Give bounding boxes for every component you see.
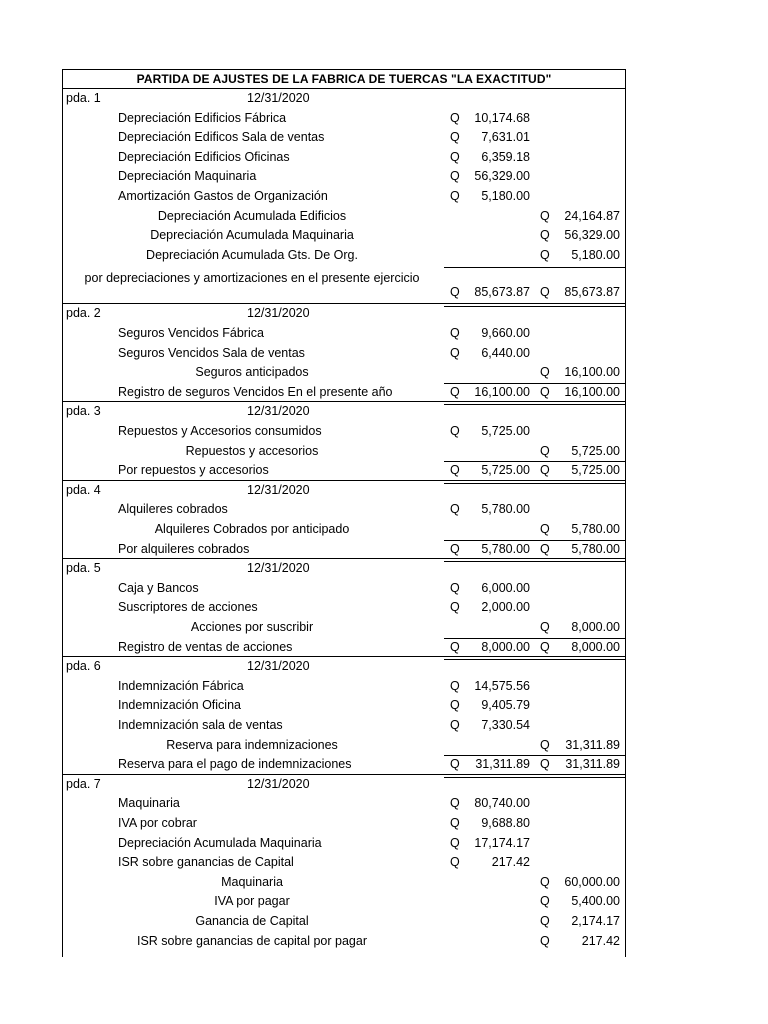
currency-symbol: Q bbox=[540, 914, 550, 928]
credit-amount: 60,000.00 bbox=[564, 874, 620, 889]
currency-symbol: Q bbox=[540, 874, 550, 889]
credit-row bbox=[62, 520, 626, 539]
currency-symbol: Q bbox=[450, 678, 460, 693]
credit-account: Depreciación Acumulada Edificios bbox=[157, 208, 347, 223]
credit-amount: 217.42 bbox=[581, 933, 620, 948]
debit-amount: 9,405.79 bbox=[481, 698, 530, 713]
entry-number: pda. 2 bbox=[66, 306, 101, 321]
credit-row bbox=[62, 873, 626, 892]
currency-symbol: Q bbox=[540, 285, 550, 300]
credit-row bbox=[62, 363, 626, 382]
currency-symbol: Q bbox=[450, 130, 460, 145]
currency-symbol: Q bbox=[450, 698, 460, 713]
debit-account: Alquileres cobrados bbox=[118, 502, 228, 517]
debit-row bbox=[62, 814, 626, 833]
subtotal-rule bbox=[444, 267, 626, 268]
credit-row bbox=[62, 442, 626, 461]
entry-explanation: Registro de seguros Vencidos En el presente año bbox=[118, 384, 393, 399]
debit-amount: 5,725.00 bbox=[481, 424, 530, 438]
currency-symbol: Q bbox=[450, 424, 460, 438]
total-credit: 31,311.89 bbox=[565, 757, 620, 772]
total-row bbox=[62, 540, 626, 559]
currency-symbol: Q bbox=[540, 620, 550, 634]
page-title: PARTIDA DE AJUSTES DE LA FABRICA DE TUERCAS "LA EXACTITUD" bbox=[62, 69, 626, 89]
total-row bbox=[62, 755, 626, 774]
entry-date: 12/31/2020 bbox=[247, 776, 310, 791]
credit-row bbox=[62, 912, 626, 931]
currency-symbol: Q bbox=[450, 502, 460, 517]
credit-amount: 8,000.00 bbox=[571, 620, 620, 634]
currency-symbol: Q bbox=[450, 718, 460, 732]
credit-amount: 2,174.17 bbox=[571, 914, 620, 928]
debit-amount: 7,631.01 bbox=[481, 130, 530, 145]
currency-symbol: Q bbox=[540, 365, 550, 380]
debit-account: Seguros Vencidos Fábrica bbox=[118, 326, 264, 340]
credit-row bbox=[62, 892, 626, 911]
currency-symbol: Q bbox=[540, 208, 550, 223]
debit-row bbox=[62, 324, 626, 343]
credit-account: Ganancia de Capital bbox=[195, 914, 309, 928]
debit-account: Indemnización sala de ventas bbox=[118, 718, 283, 732]
currency-symbol: Q bbox=[540, 737, 550, 752]
credit-account: Seguros anticipados bbox=[195, 365, 309, 380]
currency-symbol: Q bbox=[450, 580, 460, 595]
debit-row bbox=[62, 794, 626, 813]
entry-header bbox=[62, 89, 626, 108]
currency-symbol: Q bbox=[450, 541, 460, 556]
debit-account: Maquinaria bbox=[118, 796, 180, 811]
currency-symbol: Q bbox=[450, 463, 460, 478]
total-credit: 5,725.00 bbox=[571, 463, 620, 478]
debit-amount: 9,660.00 bbox=[481, 326, 530, 340]
entry-number: pda. 6 bbox=[66, 659, 101, 674]
credit-amount: 24,164.87 bbox=[564, 208, 620, 223]
total-row bbox=[62, 283, 626, 302]
entry-number: pda. 4 bbox=[66, 482, 101, 497]
debit-amount: 9,688.80 bbox=[481, 816, 530, 830]
currency-symbol: Q bbox=[450, 757, 460, 772]
credit-row bbox=[62, 736, 626, 755]
debit-amount: 6,359.18 bbox=[481, 149, 530, 164]
entry-date: 12/31/2020 bbox=[247, 561, 310, 576]
debit-account: Suscriptores de acciones bbox=[118, 600, 258, 615]
debit-account: Indemnización Fábrica bbox=[118, 678, 244, 693]
total-credit: 85,673.87 bbox=[564, 285, 620, 300]
debit-amount: 5,180.00 bbox=[481, 189, 530, 203]
debit-account: Caja y Bancos bbox=[118, 580, 199, 595]
currency-symbol: Q bbox=[450, 384, 460, 399]
entry-explanation: Registro de ventas de acciones bbox=[118, 639, 293, 654]
currency-symbol: Q bbox=[540, 933, 550, 948]
total-row bbox=[62, 383, 626, 402]
total-debit: 85,673.87 bbox=[474, 285, 530, 300]
credit-account: Reserva para indemnizaciones bbox=[166, 737, 338, 752]
total-credit: 8,000.00 bbox=[571, 639, 620, 654]
currency-symbol: Q bbox=[540, 894, 550, 909]
debit-row bbox=[62, 167, 626, 186]
total-debit: 5,725.00 bbox=[481, 463, 530, 478]
debit-row bbox=[62, 834, 626, 853]
debit-amount: 2,000.00 bbox=[481, 600, 530, 615]
currency-symbol: Q bbox=[450, 600, 460, 615]
entry-number: pda. 1 bbox=[66, 91, 101, 105]
debit-amount: 56,329.00 bbox=[474, 169, 530, 184]
debit-amount: 14,575.56 bbox=[474, 678, 530, 693]
currency-symbol: Q bbox=[540, 247, 550, 262]
entry-explanation: Por alquileres cobrados bbox=[118, 541, 250, 556]
debit-row bbox=[62, 128, 626, 147]
credit-row bbox=[62, 226, 626, 245]
debit-account: IVA por cobrar bbox=[118, 816, 197, 830]
entry-header bbox=[62, 559, 626, 578]
credit-amount: 5,725.00 bbox=[571, 443, 620, 458]
currency-symbol: Q bbox=[450, 149, 460, 164]
entry-number: pda. 7 bbox=[66, 776, 101, 791]
debit-account: ISR sobre ganancias de Capital bbox=[118, 855, 294, 870]
debit-amount: 7,330.54 bbox=[481, 718, 530, 732]
credit-account: Maquinaria bbox=[221, 874, 283, 889]
currency-symbol: Q bbox=[450, 326, 460, 340]
debit-row bbox=[62, 579, 626, 598]
currency-symbol: Q bbox=[540, 639, 550, 654]
credit-row bbox=[62, 207, 626, 226]
entry-header bbox=[62, 402, 626, 421]
debit-account: Seguros Vencidos Sala de ventas bbox=[118, 345, 305, 360]
credit-account: Depreciación Acumulada Maquinaria bbox=[150, 228, 354, 243]
debit-amount: 10,174.68 bbox=[474, 110, 530, 125]
total-debit: 16,100.00 bbox=[474, 384, 530, 399]
entry-date: 12/31/2020 bbox=[247, 482, 310, 497]
currency-symbol: Q bbox=[540, 757, 550, 772]
entry-header bbox=[62, 775, 626, 794]
currency-symbol: Q bbox=[540, 384, 550, 399]
debit-row bbox=[62, 853, 626, 872]
total-row bbox=[62, 461, 626, 480]
credit-account: Depreciación Acumulada Gts. De Org. bbox=[146, 247, 358, 262]
credit-row bbox=[62, 246, 626, 265]
debit-row bbox=[62, 148, 626, 167]
debit-account: Repuestos y Accesorios consumidos bbox=[118, 424, 322, 438]
debit-amount: 5,780.00 bbox=[481, 502, 530, 517]
entry-header bbox=[62, 304, 626, 323]
debit-account: Depreciación Edificios Oficinas bbox=[118, 149, 290, 164]
total-credit: 5,780.00 bbox=[571, 541, 620, 556]
entry-date: 12/31/2020 bbox=[247, 404, 310, 419]
entry-number: pda. 3 bbox=[66, 404, 101, 419]
currency-symbol: Q bbox=[450, 855, 460, 870]
debit-account: Indemnización Oficina bbox=[118, 698, 241, 713]
credit-account: Acciones por suscribir bbox=[190, 620, 314, 634]
total-debit: 8,000.00 bbox=[481, 639, 530, 654]
total-row bbox=[62, 638, 626, 657]
credit-amount: 16,100.00 bbox=[564, 365, 620, 380]
debit-account: Depreciación Edificos Sala de ventas bbox=[118, 130, 325, 145]
entry-explanation: por depreciaciones y amortizaciones en el presente ejercicio bbox=[84, 271, 420, 286]
credit-account: ISR sobre ganancias de capital por pagar bbox=[136, 933, 367, 948]
total-debit: 5,780.00 bbox=[481, 541, 530, 556]
entry-date: 12/31/2020 bbox=[247, 306, 310, 321]
credit-row bbox=[62, 618, 626, 637]
credit-amount: 5,780.00 bbox=[571, 522, 620, 536]
debit-row bbox=[62, 187, 626, 206]
currency-symbol: Q bbox=[540, 522, 550, 536]
debit-row bbox=[62, 716, 626, 735]
currency-symbol: Q bbox=[450, 285, 460, 300]
total-debit: 31,311.89 bbox=[475, 757, 530, 772]
debit-account: Depreciación Acumulada Maquinaria bbox=[118, 835, 322, 850]
entry-number: pda. 5 bbox=[66, 561, 101, 576]
credit-account: IVA por pagar bbox=[214, 894, 290, 909]
credit-row bbox=[62, 932, 626, 951]
currency-symbol: Q bbox=[450, 835, 460, 850]
currency-symbol: Q bbox=[540, 443, 550, 458]
debit-account: Depreciación Edificios Fábrica bbox=[118, 110, 287, 125]
debit-row bbox=[62, 598, 626, 617]
credit-amount: 56,329.00 bbox=[564, 228, 620, 243]
debit-row bbox=[62, 109, 626, 128]
debit-row bbox=[62, 422, 626, 441]
debit-row bbox=[62, 677, 626, 696]
debit-row bbox=[62, 344, 626, 363]
entry-explanation: Por repuestos y accesorios bbox=[118, 463, 269, 478]
debit-row bbox=[62, 696, 626, 715]
entry-header bbox=[62, 657, 626, 676]
credit-account: Alquileres Cobrados por anticipado bbox=[154, 522, 350, 536]
currency-symbol: Q bbox=[450, 796, 460, 811]
currency-symbol: Q bbox=[450, 189, 460, 203]
debit-account: Depreciación Maquinaria bbox=[118, 169, 257, 184]
currency-symbol: Q bbox=[540, 541, 550, 556]
debit-amount: 80,740.00 bbox=[474, 796, 530, 811]
debit-account: Amortización Gastos de Organización bbox=[118, 189, 328, 203]
total-credit: 16,100.00 bbox=[564, 384, 620, 399]
currency-symbol: Q bbox=[540, 463, 550, 478]
debit-amount: 6,440.00 bbox=[481, 345, 530, 360]
currency-symbol: Q bbox=[540, 228, 550, 243]
currency-symbol: Q bbox=[450, 816, 460, 830]
debit-amount: 17,174.17 bbox=[474, 835, 530, 850]
credit-amount: 5,180.00 bbox=[571, 247, 620, 262]
entry-date: 12/31/2020 bbox=[247, 91, 310, 105]
credit-account: Repuestos y accesorios bbox=[185, 443, 319, 458]
entry-date: 12/31/2020 bbox=[247, 659, 310, 674]
currency-symbol: Q bbox=[450, 345, 460, 360]
currency-symbol: Q bbox=[450, 169, 460, 184]
debit-amount: 217.42 bbox=[491, 855, 530, 870]
credit-amount: 5,400.00 bbox=[571, 894, 620, 909]
currency-symbol: Q bbox=[450, 639, 460, 654]
entry-header bbox=[62, 481, 626, 500]
currency-symbol: Q bbox=[450, 110, 460, 125]
debit-row bbox=[62, 500, 626, 519]
credit-amount: 31,311.89 bbox=[565, 737, 620, 752]
entry-explanation: Reserva para el pago de indemnizaciones bbox=[118, 757, 352, 772]
debit-amount: 6,000.00 bbox=[481, 580, 530, 595]
